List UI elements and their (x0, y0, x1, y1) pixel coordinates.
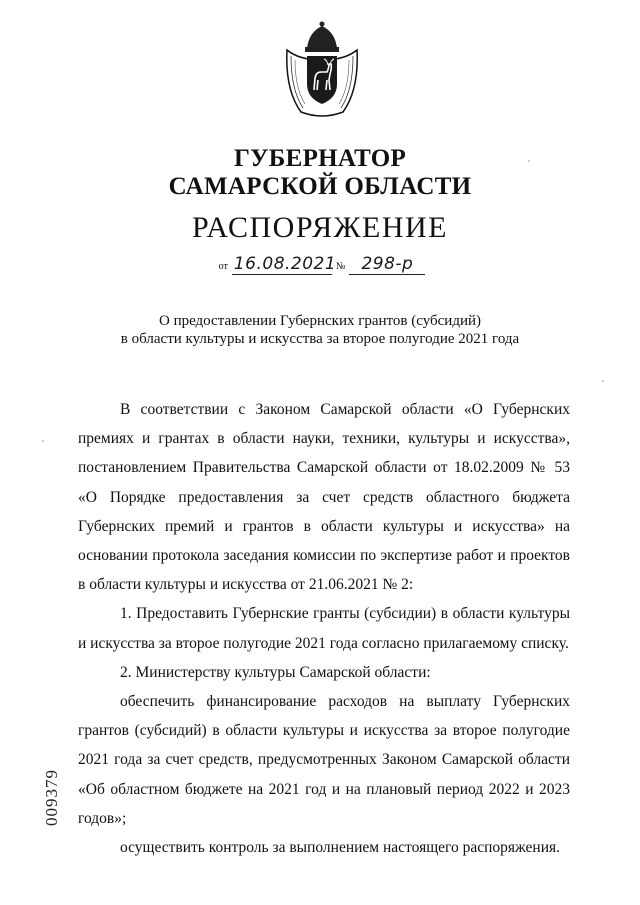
scan-speck (42, 440, 44, 442)
handwritten-date: 16.08.2021 (233, 254, 337, 274)
number-label: № (335, 261, 346, 272)
scan-speck (602, 380, 604, 382)
item-2b-paragraph: осуществить контроль за выполнением настоящего распоряжения. (120, 839, 561, 857)
item-2-paragraph: 2. Министерству культуры Самарской области: (120, 663, 431, 681)
samara-coat-of-arms-icon (283, 20, 361, 120)
subject-line-2: в области культуры и искусства за второе полугодие 2021 года (120, 331, 520, 347)
issuer-region: САМАРСКОЙ ОБЛАСТИ (168, 173, 472, 200)
document-type: РАСПОРЯЖЕНИЕ (191, 211, 449, 244)
document-body (78, 395, 570, 862)
preamble-paragraph: В соответствии с Законом Самарской области «О Губернских премиях и грантах в области науки, техники, культуры и искусства», постановлением Правительства Самарской области от 18.02.2009 № 53 «О Порядке предоставления за счет средств областного бюджета Губернских премий и грантов в области культуры и искусства» на основании протокола заседания комиссии по экспертизе работ и проектов в области культуры и искусства от 21.06.2021 № 2: (78, 401, 570, 594)
item-1-paragraph: 1. Предоставить Губернские гранты (субсидии) в области культуры и искусства за второе полугодие 2021 года согласно прилагаемому списку. (78, 605, 570, 652)
handwritten-number: 298-р (349, 254, 425, 275)
subject-line-1: О предоставлении Губернских грантов (субсидий) (158, 313, 482, 329)
scan-speck (528, 160, 530, 162)
registration-line (0, 254, 640, 277)
item-2a-paragraph: обеспечить финансирование расходов на выплату Губернских грантов (субсидий) в области культуры и искусства за второе полугодие 2021 года за счет средств, предусмотренных Законом Самарской области «Об областном бюджете на 2021 год и на плановый период 2022 и 2023 годов»; (78, 693, 570, 827)
margin-stamp-number: 009379 (42, 769, 61, 826)
date-label: от (218, 261, 228, 272)
issuer-title: ГУБЕРНАТОР (233, 145, 407, 172)
